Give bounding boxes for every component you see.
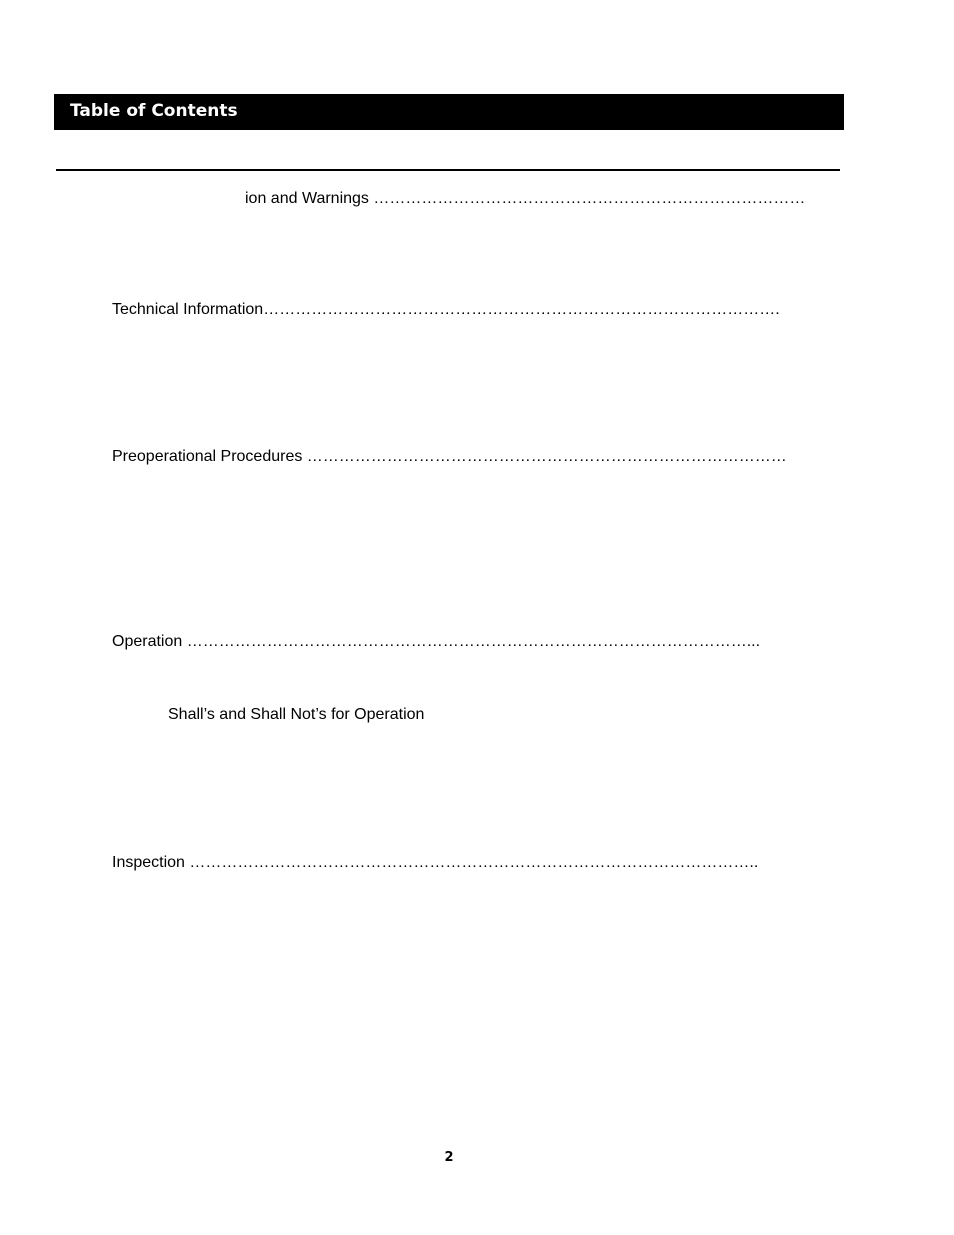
toc-entry-leader: ……………………………………………………………………………… bbox=[302, 448, 787, 465]
toc-entry-label: Inspection bbox=[112, 854, 185, 871]
page-number: 2 bbox=[444, 1150, 454, 1165]
toc-entry-preoperational-procedures[interactable] bbox=[112, 447, 787, 467]
toc-entry-inspection[interactable] bbox=[112, 853, 758, 873]
toc-entry-label: Preoperational Procedures bbox=[112, 448, 303, 465]
toc-entry-operation[interactable] bbox=[112, 632, 760, 652]
toc-entry-leader: …………………………………………………………………………………………….. bbox=[184, 854, 759, 871]
toc-entry-leader: ……………………………………………………………………………………. bbox=[263, 301, 780, 318]
divider-rule bbox=[56, 169, 840, 171]
toc-entry-label: Technical Information bbox=[112, 301, 264, 318]
toc-entry-shalls-and-shall-nots[interactable] bbox=[168, 705, 424, 725]
toc-header-bar bbox=[54, 94, 844, 130]
page-title: Table of Contents bbox=[70, 101, 238, 121]
toc-entry-label: Shall’s and Shall Not’s for Operation bbox=[168, 706, 425, 723]
toc-entry-leader: ……………………………………………………………………… bbox=[368, 190, 806, 207]
toc-entry-label: Operation bbox=[112, 633, 183, 650]
toc-entry-label: ion and Warnings bbox=[245, 190, 369, 207]
toc-entry-leader: ……………………………………………………………………………………………... bbox=[182, 633, 761, 650]
toc-entry-technical-information[interactable] bbox=[112, 300, 780, 320]
toc-entry-safety[interactable] bbox=[245, 189, 805, 209]
